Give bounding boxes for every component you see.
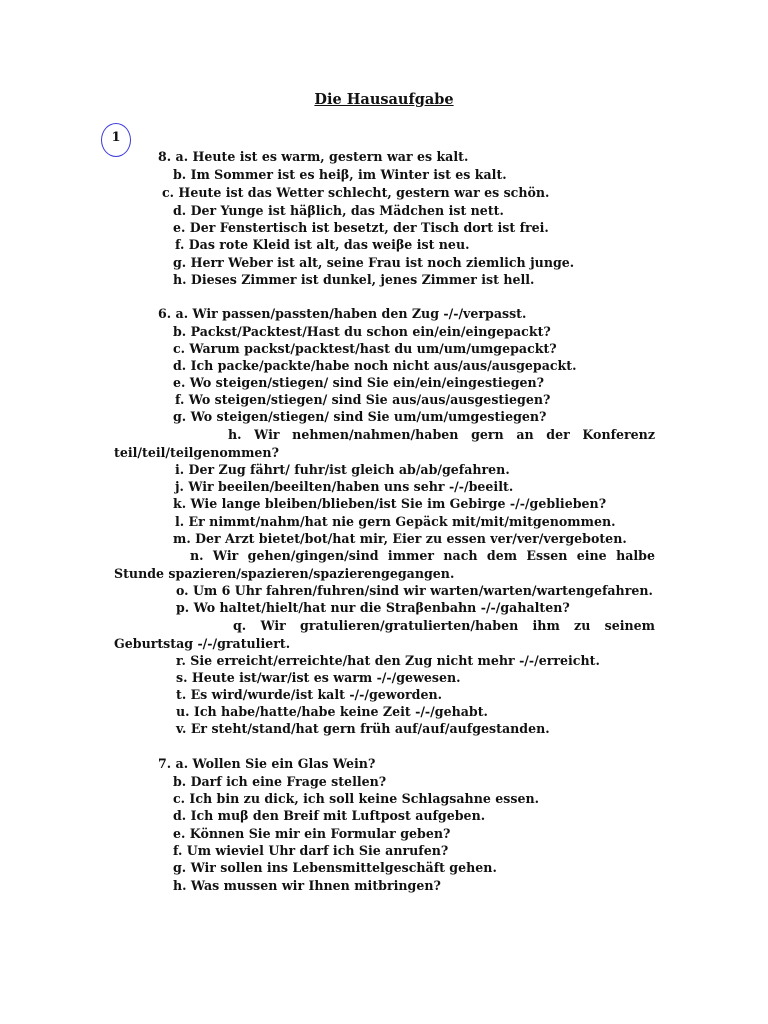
- exercise-line: 7. a. Wollen Sie ein Glas Wein?: [158, 756, 376, 771]
- exercise-line: n. Wir gehen/gingen/sind immer nach dem Essen eine halbe Stunde spazieren/spazieren/spazierengegangen.: [114, 548, 655, 581]
- exercise-line: e. Können Sie mir ein Formular geben?: [173, 826, 451, 841]
- exercise-line: v. Er steht/stand/hat gern früh auf/auf/aufgestanden.: [176, 721, 550, 736]
- exercise-line: c. Heute ist das Wetter schlecht, gestern war es schön.: [162, 185, 550, 200]
- exercise-line: d. Ich packe/packte/habe noch nicht aus/aus/ausgepackt.: [173, 358, 577, 373]
- exercise-line: s. Heute ist/war/ist es warm -/-/gewesen.: [176, 670, 461, 685]
- exercise-line: b. Im Sommer ist es heiβ, im Winter ist es kalt.: [173, 167, 507, 182]
- exercise-line: h. Dieses Zimmer ist dunkel, jenes Zimmer ist hell.: [173, 272, 535, 287]
- exercise-line: g. Herr Weber ist alt, seine Frau ist noch ziemlich junge.: [173, 255, 575, 270]
- number-badge: [101, 123, 131, 157]
- exercise-line: m. Der Arzt bietet/bot/hat mir, Eier zu essen ver/ver/vergeboten.: [173, 531, 627, 546]
- exercise-line: b. Packst/Packtest/Hast du schon ein/ein/eingepackt?: [173, 324, 551, 339]
- exercise-line: q. Wir gratulieren/gratulierten/haben ihm zu seinem Geburtstag -/-/gratuliert.: [114, 618, 655, 651]
- exercise-line: c. Warum packst/packtest/hast du um/um/umgepackt?: [173, 341, 557, 356]
- exercise-line: e. Wo steigen/stiegen/ sind Sie ein/ein/eingestiegen?: [173, 375, 545, 390]
- exercise-line: f. Das rote Kleid ist alt, das weiβe ist neu.: [175, 237, 470, 252]
- exercise-line: f. Um wieviel Uhr darf ich Sie anrufen?: [173, 843, 449, 858]
- page-title: Die Hausaufgabe: [314, 91, 454, 108]
- exercise-line: k. Wie lange bleiben/blieben/ist Sie im Gebirge -/-/geblieben?: [173, 496, 607, 511]
- exercise-line: t. Es wird/wurde/ist kalt -/-/geworden.: [176, 687, 443, 702]
- exercise-line: g. Wir sollen ins Lebensmittelgeschäft gehen.: [173, 860, 497, 875]
- exercise-line: i. Der Zug fährt/ fuhr/ist gleich ab/ab/gefahren.: [175, 462, 510, 477]
- exercise-line: b. Darf ich eine Frage stellen?: [173, 774, 387, 789]
- exercise-line: 8. a. Heute ist es warm, gestern war es kalt.: [158, 149, 469, 164]
- exercise-line: d. Der Yunge ist häβlich, das Mädchen ist nett.: [173, 203, 504, 218]
- badge-number: 1: [111, 130, 121, 145]
- exercise-line: r. Sie erreicht/erreichte/hat den Zug nicht mehr -/-/erreicht.: [176, 653, 600, 668]
- exercise-line: h. Was mussen wir Ihnen mitbringen?: [173, 878, 441, 893]
- exercise-line: e. Der Fenstertisch ist besetzt, der Tisch dort ist frei.: [173, 220, 549, 235]
- exercise-line: c. Ich bin zu dick, ich soll keine Schlagsahne essen.: [173, 791, 539, 806]
- exercise-line: 6. a. Wir passen/passten/haben den Zug -/-/verpasst.: [158, 306, 527, 321]
- exercise-line: f. Wo steigen/stiegen/ sind Sie aus/aus/ausgestiegen?: [175, 392, 551, 407]
- exercise-line: j. Wir beeilen/beeilten/haben uns sehr -/-/beeilt.: [175, 479, 514, 494]
- exercise-line: u. Ich habe/hatte/habe keine Zeit -/-/gehabt.: [176, 704, 488, 719]
- exercise-line: d. Ich muβ den Breif mit Luftpost aufgeben.: [173, 808, 486, 823]
- exercise-line: l. Er nimmt/nahm/hat nie gern Gepäck mit/mit/mitgenommen.: [175, 514, 616, 529]
- exercise-line: o. Um 6 Uhr fahren/fuhren/sind wir warten/warten/wartengefahren.: [176, 583, 653, 598]
- exercise-line: h. Wir nehmen/nahmen/haben gern an der Konferenz teil/teil/teilgenommen?: [114, 427, 655, 460]
- exercise-line: g. Wo steigen/stiegen/ sind Sie um/um/umgestiegen?: [173, 409, 547, 424]
- exercise-line: p. Wo haltet/hielt/hat nur die Straβenbahn -/-/gahalten?: [176, 600, 570, 615]
